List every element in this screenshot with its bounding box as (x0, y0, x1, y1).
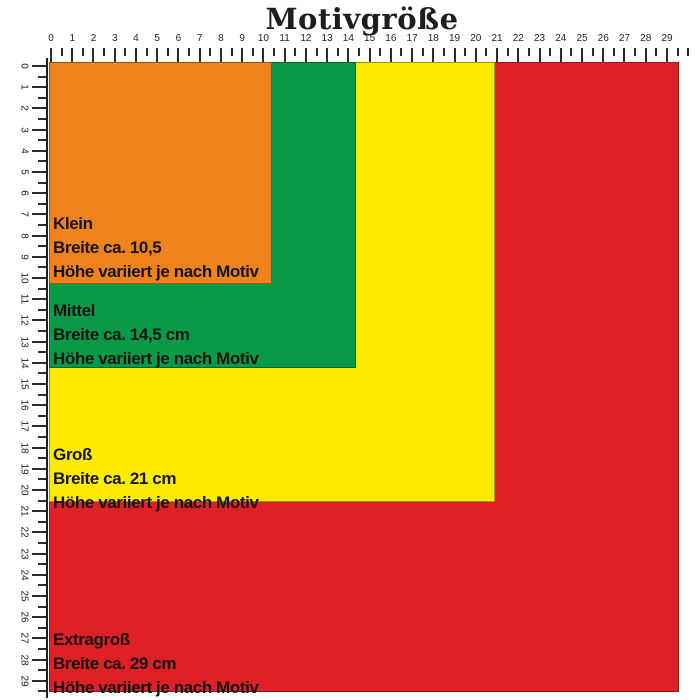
top-ruler-number: 28 (640, 33, 652, 44)
top-ruler-tick-major (241, 48, 243, 62)
left-ruler-number: 7 (18, 211, 30, 218)
top-ruler-tick-major (517, 48, 519, 62)
left-ruler-tick-major (32, 256, 46, 258)
top-ruler-tick-minor (146, 48, 148, 56)
left-ruler-tick-major (32, 468, 46, 470)
left-ruler-tick-minor (38, 203, 46, 205)
top-ruler-tick-minor (687, 48, 689, 56)
left-ruler-tick-major (32, 616, 46, 618)
left-ruler-tick-minor (38, 606, 46, 608)
top-ruler-tick-major (114, 48, 116, 62)
top-ruler-tick-minor (464, 48, 466, 56)
top-ruler-number: 27 (618, 33, 631, 44)
top-ruler-tick-minor (422, 48, 424, 56)
top-ruler-tick-major (92, 48, 94, 62)
top-ruler-tick-minor (82, 48, 84, 56)
top-ruler-tick-minor (103, 48, 105, 56)
top-ruler-tick-minor (316, 48, 318, 56)
top-ruler-tick-major (602, 48, 604, 62)
top-ruler-number: 7 (196, 33, 203, 44)
top-ruler-number: 14 (342, 33, 354, 44)
top-ruler-tick-major (284, 48, 286, 62)
left-ruler-tick-minor (38, 76, 46, 78)
left-ruler-tick-major (32, 659, 46, 661)
top-ruler-number: 6 (175, 33, 182, 44)
left-ruler-tick-minor (38, 500, 46, 502)
top-ruler-number: 8 (218, 33, 224, 44)
size-label-gross (53, 443, 259, 515)
top-ruler-tick-minor (443, 48, 445, 56)
top-ruler-tick-minor (677, 48, 679, 56)
left-ruler-tick-minor (38, 97, 46, 99)
top-ruler-tick-major (390, 48, 392, 62)
left-ruler-tick-major (32, 86, 46, 88)
top-ruler-number: 2 (90, 33, 97, 44)
top-ruler-number: 9 (239, 33, 245, 44)
left-ruler-tick-minor (38, 182, 46, 184)
top-ruler-tick-minor (167, 48, 169, 56)
top-ruler-tick-major (156, 48, 158, 62)
left-ruler-tick-major (32, 107, 46, 109)
top-ruler-tick-major (71, 48, 73, 62)
top-ruler-tick-minor (209, 48, 211, 56)
top-ruler-tick-minor (188, 48, 190, 56)
top-ruler-number: 22 (512, 33, 524, 44)
left-ruler-tick-major (32, 637, 46, 639)
top-ruler-number: 0 (48, 33, 54, 44)
top-ruler-tick-major (177, 48, 179, 62)
top-ruler-number: 4 (133, 33, 139, 44)
top-ruler-tick-minor (400, 48, 402, 56)
top-ruler-tick-major (666, 48, 668, 62)
left-ruler-tick-minor (38, 139, 46, 141)
top-ruler-number: 29 (661, 33, 673, 44)
top-ruler-tick-major (262, 48, 264, 62)
top-ruler-number: 17 (406, 33, 418, 44)
top-ruler-tick-major (560, 48, 562, 62)
left-ruler-number: 8 (18, 232, 30, 239)
left-ruler-tick-major (32, 129, 46, 131)
left-ruler-number: 15 (18, 378, 30, 390)
size-height-line: Höhe variiert je nach Motiv (53, 262, 259, 281)
left-ruler-tick-minor (38, 478, 46, 480)
top-ruler-tick-minor (570, 48, 572, 56)
left-ruler-tick-major (32, 680, 46, 682)
left-ruler-number: 12 (18, 314, 30, 326)
size-width-line: Breite ca. 29 cm (53, 654, 177, 673)
left-ruler-number: 24 (18, 569, 30, 581)
top-ruler-number: 13 (321, 33, 333, 44)
size-width-line: Breite ca. 14,5 cm (53, 325, 190, 344)
left-ruler-tick-minor (38, 415, 46, 417)
left-ruler-tick-major (32, 213, 46, 215)
size-name: Groß (53, 445, 93, 464)
top-ruler-number: 10 (257, 33, 269, 44)
left-ruler-number: 2 (18, 105, 30, 112)
top-ruler-tick-major (645, 48, 647, 62)
top-ruler-tick-major (50, 48, 52, 62)
top-ruler-tick-major (432, 48, 434, 62)
left-ruler-number: 5 (18, 169, 30, 175)
left-ruler-tick-major (32, 150, 46, 152)
size-label-klein (53, 212, 259, 284)
left-ruler-tick-major (32, 277, 46, 279)
left-ruler-tick-major (32, 489, 46, 491)
top-ruler-tick-minor (655, 48, 657, 56)
top-ruler-tick-minor (231, 48, 233, 56)
left-ruler-number: 10 (18, 272, 30, 284)
size-name: Mittel (53, 301, 95, 320)
left-ruler-number: 19 (18, 463, 30, 475)
left-ruler-tick-major (32, 171, 46, 173)
top-ruler-tick-minor (379, 48, 381, 56)
top-ruler-tick-minor (528, 48, 530, 56)
left-ruler-number: 6 (18, 190, 30, 196)
top-ruler-tick-major (369, 48, 371, 62)
left-ruler-number: 0 (18, 63, 30, 69)
size-label-extragross (53, 628, 259, 700)
left-ruler-tick-major (32, 425, 46, 427)
top-ruler-number: 25 (576, 33, 588, 44)
left-ruler-tick-minor (38, 627, 46, 629)
left-ruler-tick-minor (38, 245, 46, 247)
top-ruler-tick-major (305, 48, 307, 62)
top-ruler-tick-minor (485, 48, 487, 56)
top-ruler-tick-minor (61, 48, 63, 56)
size-name: Extragroß (53, 630, 130, 649)
top-ruler-tick-minor (634, 48, 636, 56)
size-height-line: Höhe variiert je nach Motiv (53, 349, 259, 368)
top-ruler-number: 12 (300, 33, 312, 44)
left-ruler-tick-major (32, 574, 46, 576)
top-ruler-tick-minor (358, 48, 360, 56)
left-ruler-tick-major (32, 192, 46, 194)
page-title: Motivgröße (265, 2, 459, 36)
left-ruler-tick-major (32, 383, 46, 385)
left-ruler-number: 18 (18, 442, 30, 454)
top-ruler-tick-major (411, 48, 413, 62)
left-ruler-tick-minor (38, 266, 46, 268)
size-label-mittel (53, 299, 259, 371)
size-name: Klein (53, 214, 93, 233)
left-ruler-tick-minor (38, 648, 46, 650)
left-ruler-tick-minor (38, 224, 46, 226)
ruler-axis-line (46, 58, 48, 698)
left-ruler-tick-major (32, 595, 46, 597)
left-ruler-tick-major (32, 553, 46, 555)
top-ruler-number: 19 (448, 33, 461, 44)
top-ruler-number: 11 (279, 33, 290, 44)
top-ruler-tick-major (199, 48, 201, 62)
left-ruler-tick-minor (38, 351, 46, 353)
left-ruler-tick-major (32, 362, 46, 364)
left-ruler-tick-minor (38, 457, 46, 459)
left-ruler-number: 22 (18, 526, 30, 538)
top-ruler-tick-major (347, 48, 349, 62)
left-ruler-tick-major (32, 65, 46, 67)
top-ruler-tick-major (496, 48, 498, 62)
top-ruler-tick-major (475, 48, 477, 62)
left-ruler-number: 1 (18, 84, 30, 90)
top-ruler-number: 20 (470, 33, 482, 44)
top-ruler-tick-minor (507, 48, 509, 56)
top-ruler-number: 3 (111, 33, 118, 44)
top-ruler-tick-minor (592, 48, 594, 56)
left-ruler-tick-major (32, 404, 46, 406)
top-ruler-number: 1 (69, 33, 76, 44)
size-height-line: Höhe variiert je nach Motiv (53, 493, 259, 512)
top-ruler-tick-major (326, 48, 328, 62)
left-ruler-number: 27 (18, 632, 30, 644)
left-ruler-tick-minor (38, 436, 46, 438)
top-ruler-tick-major (623, 48, 625, 62)
left-ruler-tick-major (32, 447, 46, 449)
size-width-line: Breite ca. 10,5 (53, 238, 162, 257)
top-ruler-tick-major (135, 48, 137, 62)
left-ruler-tick-major (32, 531, 46, 533)
left-ruler-tick-major (32, 298, 46, 300)
left-ruler-tick-major (32, 341, 46, 343)
left-ruler-number: 13 (18, 336, 30, 348)
top-ruler-number: 5 (154, 33, 160, 44)
left-ruler-number: 3 (18, 126, 30, 133)
left-ruler-number: 26 (18, 611, 30, 623)
left-ruler-number: 11 (18, 293, 30, 305)
left-ruler-number: 28 (18, 654, 30, 666)
size-height-line: Höhe variiert je nach Motiv (53, 678, 259, 697)
size-width-line: Breite ca. 21 cm (53, 469, 177, 488)
left-ruler-tick-minor (38, 690, 46, 692)
left-ruler-number: 20 (18, 484, 30, 496)
left-ruler-tick-minor (38, 669, 46, 671)
left-ruler-number: 23 (18, 548, 30, 560)
left-ruler-tick-minor (38, 521, 46, 523)
left-ruler-tick-minor (38, 372, 46, 374)
top-ruler-tick-minor (124, 48, 126, 56)
top-ruler-number: 16 (385, 33, 397, 44)
top-ruler-tick-minor (613, 48, 615, 56)
top-ruler-tick-major (581, 48, 583, 62)
top-ruler-number: 24 (555, 33, 567, 44)
top-ruler-tick-major (220, 48, 222, 62)
top-ruler-tick-minor (273, 48, 275, 56)
left-ruler-tick-minor (38, 563, 46, 565)
top-ruler-number: 18 (427, 33, 439, 44)
left-ruler-tick-minor (38, 542, 46, 544)
left-ruler-tick-major (32, 510, 46, 512)
left-ruler-tick-minor (38, 160, 46, 162)
left-ruler-tick-major (32, 319, 46, 321)
top-ruler-number: 23 (533, 33, 546, 44)
top-ruler-tick-major (454, 48, 456, 62)
left-ruler-number: 21 (18, 505, 30, 517)
top-ruler-number: 26 (597, 33, 609, 44)
left-ruler-tick-minor (38, 394, 46, 396)
left-ruler-number: 4 (18, 148, 30, 154)
left-ruler-number: 17 (18, 420, 30, 432)
top-ruler-number: 15 (364, 33, 376, 44)
left-ruler-number: 14 (18, 357, 30, 369)
left-ruler-number: 16 (18, 399, 30, 411)
left-ruler-tick-minor (38, 330, 46, 332)
top-ruler-tick-major (539, 48, 541, 62)
top-ruler-tick-minor (549, 48, 551, 56)
top-ruler-tick-minor (252, 48, 254, 56)
left-ruler-number: 29 (18, 675, 30, 687)
left-ruler-tick-minor (38, 118, 46, 120)
left-ruler-tick-minor (38, 584, 46, 586)
top-ruler-tick-minor (337, 48, 339, 56)
top-ruler-tick-minor (294, 48, 296, 56)
left-ruler-tick-minor (38, 309, 46, 311)
left-ruler-number: 9 (18, 254, 30, 260)
left-ruler-tick-minor (38, 288, 46, 290)
left-ruler-number: 25 (18, 590, 30, 602)
top-ruler-number: 21 (491, 33, 503, 44)
left-ruler-tick-major (32, 235, 46, 237)
